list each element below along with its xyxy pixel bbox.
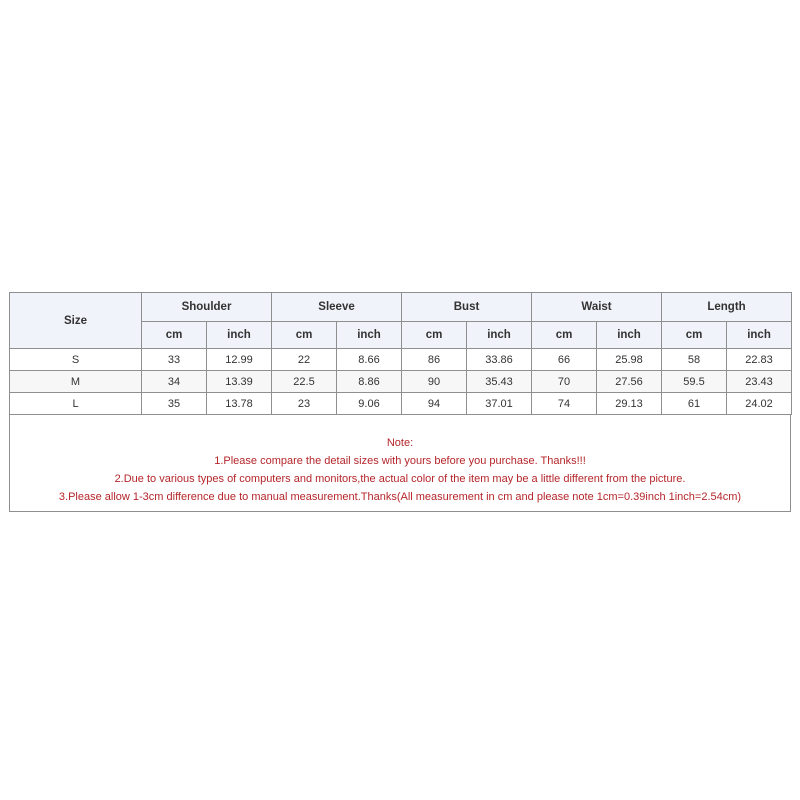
table-cell: 9.06 (337, 393, 402, 415)
table-cell: 70 (532, 371, 597, 393)
table-cell: 12.99 (207, 349, 272, 371)
table-cell: 61 (662, 393, 727, 415)
table-cell: 90 (402, 371, 467, 393)
unit-header: inch (597, 322, 662, 349)
size-header: Size (10, 293, 142, 349)
size-chart (9, 292, 791, 512)
table-cell: 8.86 (337, 371, 402, 393)
table-cell: 33.86 (467, 349, 532, 371)
unit-header: cm (532, 322, 597, 349)
table-cell: 24.02 (727, 393, 792, 415)
unit-header: inch (207, 322, 272, 349)
table-cell: 22.83 (727, 349, 792, 371)
table-cell: 23 (272, 393, 337, 415)
size-table (9, 292, 792, 415)
table-row (10, 371, 792, 393)
table-cell: 66 (532, 349, 597, 371)
table-cell: 27.56 (597, 371, 662, 393)
group-header-sleeve: Sleeve (272, 293, 402, 322)
table-cell: 33 (142, 349, 207, 371)
size-cell: S (10, 349, 142, 371)
group-header-row (10, 293, 792, 322)
table-cell: 25.98 (597, 349, 662, 371)
group-header-shoulder: Shoulder (142, 293, 272, 322)
group-header-waist: Waist (532, 293, 662, 322)
note-line-1: 1.Please compare the detail sizes with yours before you purchase. Thanks!!! (214, 455, 586, 467)
table-row (10, 393, 792, 415)
table-cell: 29.13 (597, 393, 662, 415)
table-cell: 22 (272, 349, 337, 371)
table-cell: 86 (402, 349, 467, 371)
unit-header: cm (142, 322, 207, 349)
table-cell: 94 (402, 393, 467, 415)
table-cell: 13.39 (207, 371, 272, 393)
table-cell: 35.43 (467, 371, 532, 393)
unit-header: cm (402, 322, 467, 349)
group-header-bust: Bust (402, 293, 532, 322)
unit-header: inch (467, 322, 532, 349)
note-line-2: 2.Due to various types of computers and monitors,the actual color of the item may be a little different from the picture. (114, 473, 686, 485)
table-cell: 34 (142, 371, 207, 393)
table-cell: 74 (532, 393, 597, 415)
group-header-length: Length (662, 293, 792, 322)
table-cell: 58 (662, 349, 727, 371)
note-title: Note: (386, 437, 414, 449)
table-cell: 37.01 (467, 393, 532, 415)
table-cell: 22.5 (272, 371, 337, 393)
unit-header: cm (272, 322, 337, 349)
note-line-3: 3.Please allow 1-3cm difference due to manual measurement.Thanks(All measurement in cm and please note 1cm=0.39inch 1inch=2.54cm) (58, 491, 742, 503)
unit-header: inch (727, 322, 792, 349)
table-cell: 35 (142, 393, 207, 415)
table-cell: 59.5 (662, 371, 727, 393)
unit-header: inch (337, 322, 402, 349)
table-cell: 23.43 (727, 371, 792, 393)
notes-section (9, 415, 791, 512)
size-cell: L (10, 393, 142, 415)
table-cell: 8.66 (337, 349, 402, 371)
size-cell: M (10, 371, 142, 393)
unit-header: cm (662, 322, 727, 349)
table-row (10, 349, 792, 371)
table-cell: 13.78 (207, 393, 272, 415)
